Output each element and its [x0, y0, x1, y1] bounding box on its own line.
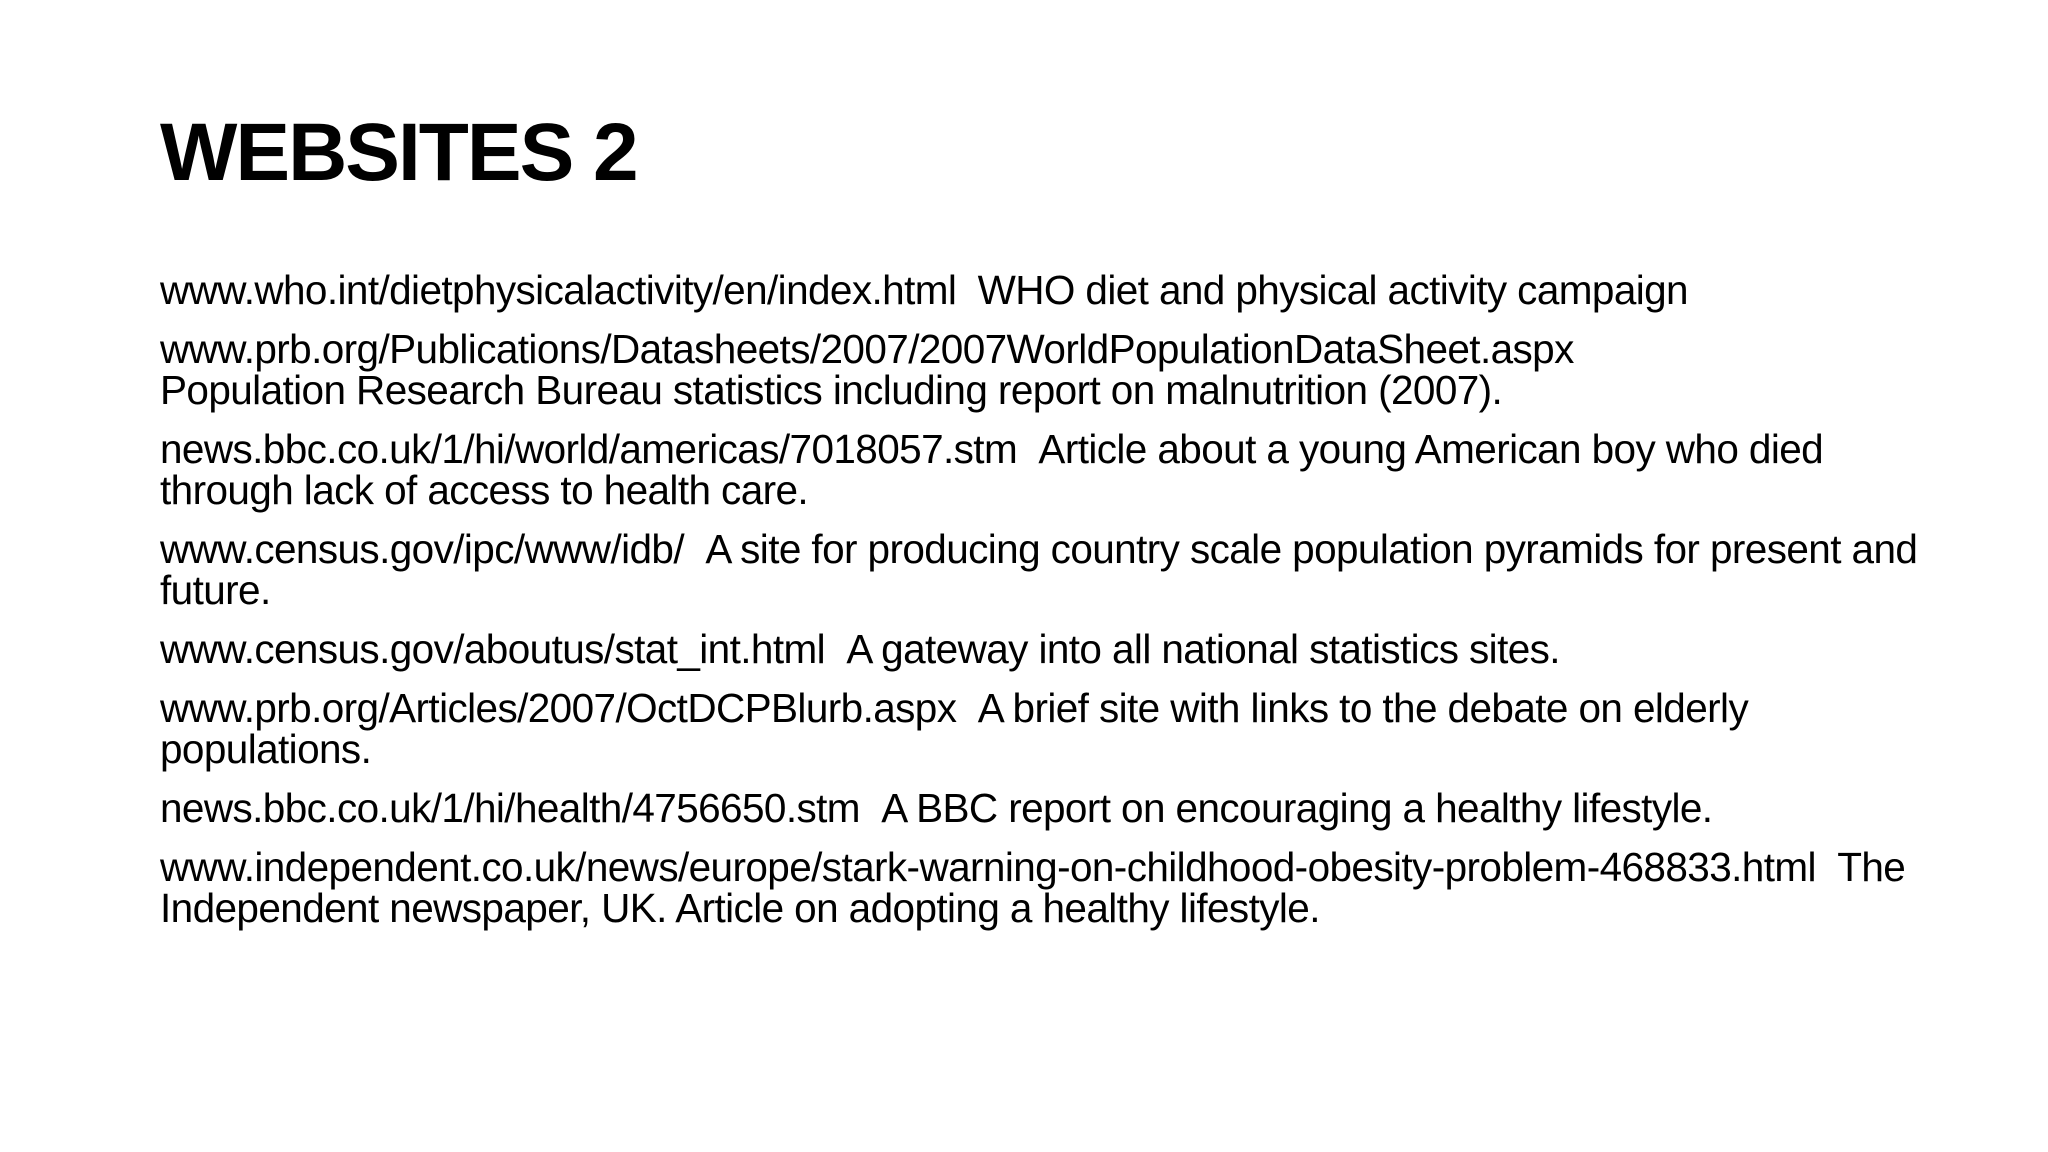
website-entry [160, 685, 1940, 772]
website-entry [160, 426, 1940, 513]
website-description: Article about a young American boy who died through lack of access to health care. [160, 426, 1824, 513]
website-url: www.who.int/dietphysicalactivity/en/index.html [160, 267, 957, 313]
website-entry [160, 626, 1940, 672]
website-url: www.prb.org/Articles/2007/OctDCPBlurb.aspx [160, 685, 957, 731]
website-description: A site for producing country scale population pyramids for present and future. [160, 526, 1918, 613]
website-url: www.census.gov/ipc/www/idb/ [160, 526, 685, 572]
website-entry [160, 785, 1940, 831]
website-entry [160, 844, 1940, 931]
website-entry [160, 526, 1940, 613]
website-description: Population Research Bureau statistics including report on malnutrition (2007). [160, 367, 1503, 413]
website-url: news.bbc.co.uk/1/hi/health/4756650.stm [160, 785, 860, 831]
website-url: www.prb.org/Publications/Datasheets/2007/2007WorldPopulationDataSheet.aspx [160, 326, 1574, 372]
website-entry [160, 267, 1940, 313]
website-description: The Independent newspaper, UK. Article on adopting a healthy lifestyle. [160, 844, 1906, 931]
website-description: A BBC report on encouraging a healthy lifestyle. [881, 785, 1713, 831]
website-description: A gateway into all national statistics sites. [846, 626, 1560, 672]
website-entry [160, 326, 1940, 413]
website-list [160, 267, 1940, 947]
website-url: news.bbc.co.uk/1/hi/world/americas/7018057.stm [160, 426, 1018, 472]
website-description: A brief site with links to the debate on elderly populations. [160, 685, 1749, 772]
slide-title: WEBSITES 2 [160, 107, 637, 198]
website-description: WHO diet and physical activity campaign [977, 267, 1688, 313]
website-url: www.independent.co.uk/news/europe/stark-warning-on-childhood-obesity-problem-468833.html [160, 844, 1816, 890]
website-url: www.census.gov/aboutus/stat_int.html [160, 626, 826, 672]
